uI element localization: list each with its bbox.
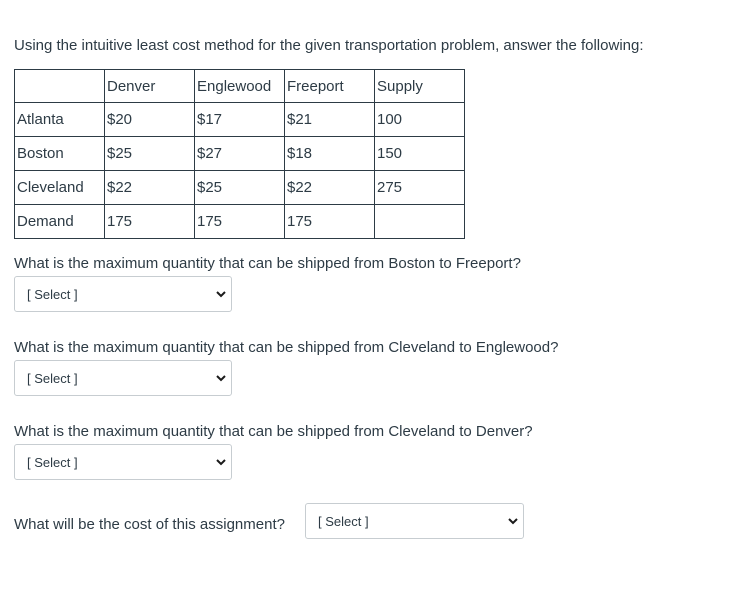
transportation-table	[14, 69, 465, 239]
answer-select-boston-freeport[interactable]	[14, 276, 232, 312]
question-assignment-cost: What will be the cost of this assignment?	[14, 516, 285, 533]
table-cell: Cleveland	[15, 171, 105, 205]
table-cell: $27	[195, 137, 285, 171]
question-cleveland-englewood: What is the maximum quantity that can be shipped from Cleveland to Englewood?	[14, 339, 559, 356]
answer-select-cleveland-denver[interactable]	[14, 444, 232, 480]
table-row	[15, 205, 465, 239]
table-cell: Boston	[15, 137, 105, 171]
table-header-cell: Englewood	[195, 70, 285, 103]
table-cell: $25	[195, 171, 285, 205]
table-cell: $18	[285, 137, 375, 171]
select-placeholder: [ Select ]	[27, 371, 78, 386]
table-cell: $17	[195, 103, 285, 137]
chevron-down-icon	[507, 515, 519, 527]
select-placeholder: [ Select ]	[27, 287, 78, 302]
select-placeholder: [ Select ]	[318, 514, 369, 529]
question-cleveland-denver: What is the maximum quantity that can be shipped from Cleveland to Denver?	[14, 423, 533, 440]
question-boston-freeport: What is the maximum quantity that can be shipped from Boston to Freeport?	[14, 255, 521, 272]
select-placeholder: [ Select ]	[27, 455, 78, 470]
table-cell: Atlanta	[15, 103, 105, 137]
table-cell: 175	[195, 205, 285, 239]
table-header-cell: Freeport	[285, 70, 375, 103]
table-cell: $20	[105, 103, 195, 137]
table-cell: $22	[285, 171, 375, 205]
table-cell	[375, 205, 465, 239]
table-header-cell: Supply	[375, 70, 465, 103]
table-cell: $21	[285, 103, 375, 137]
table-cell: 175	[285, 205, 375, 239]
instructions-text: Using the intuitive least cost method for the given transportation problem, answer the following:	[14, 37, 644, 54]
table-row	[15, 137, 465, 171]
answer-select-assignment-cost[interactable]	[305, 503, 524, 539]
table-header-cell: Denver	[105, 70, 195, 103]
table-header-cell	[15, 70, 105, 103]
table-cell: Demand	[15, 205, 105, 239]
table-cell: $22	[105, 171, 195, 205]
table-cell: 175	[105, 205, 195, 239]
table-row	[15, 171, 465, 205]
answer-select-cleveland-englewood[interactable]	[14, 360, 232, 396]
chevron-down-icon	[215, 372, 227, 384]
chevron-down-icon	[215, 456, 227, 468]
table-header-row	[15, 70, 465, 103]
table-cell: 275	[375, 171, 465, 205]
table-cell: 100	[375, 103, 465, 137]
table-row	[15, 103, 465, 137]
table-cell: $25	[105, 137, 195, 171]
table-cell: 150	[375, 137, 465, 171]
chevron-down-icon	[215, 288, 227, 300]
